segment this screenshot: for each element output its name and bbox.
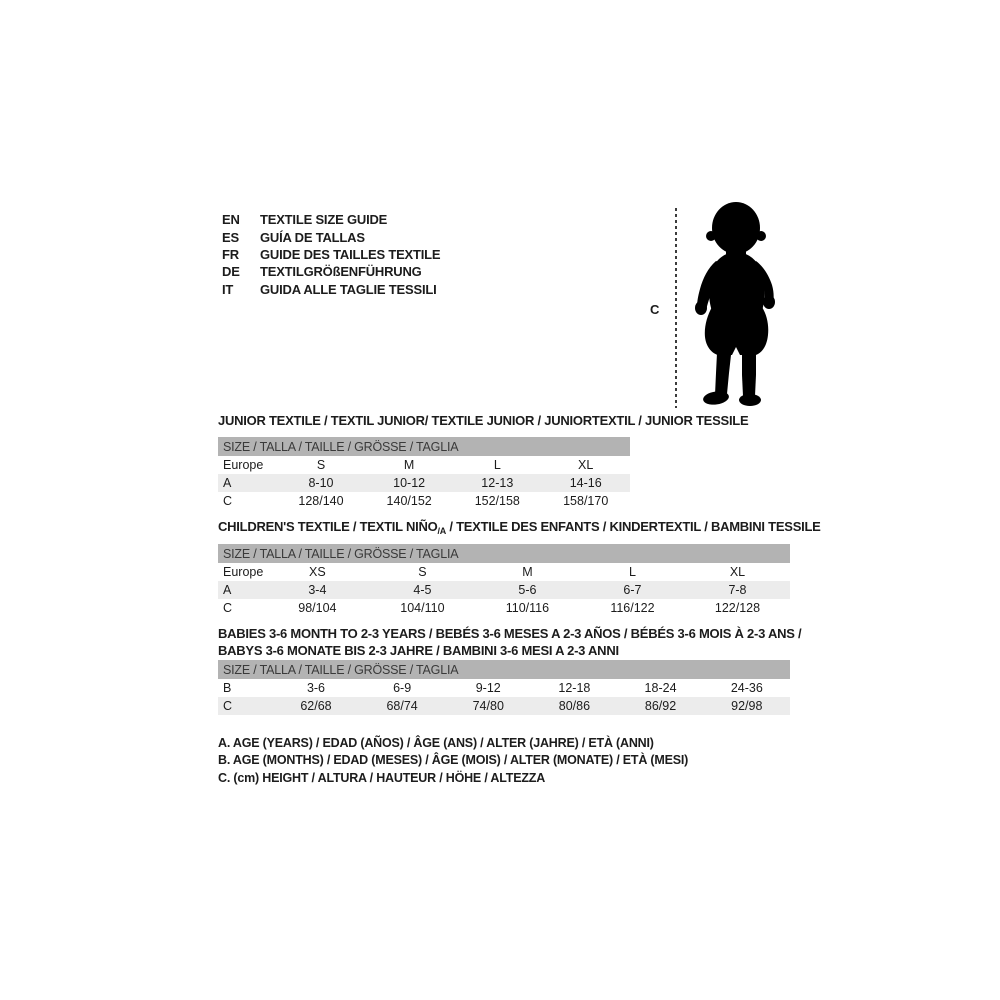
size-header-bar: SIZE / TALLA / TAILLE / GRÖSSE / TAGLIA	[218, 437, 630, 456]
language-title: GUIDE DES TAILLES TEXTILE	[260, 246, 441, 262]
size-cell: 92/98	[704, 697, 790, 715]
size-cell: 68/74	[359, 697, 445, 715]
size-cell: L	[493, 458, 501, 472]
language-row	[222, 281, 440, 298]
table-header-row	[218, 544, 790, 563]
legend-line-c: C. (cm) HEIGHT / ALTURA / HAUTEUR / HÖHE / ALTEZZA	[218, 770, 546, 785]
size-cell: 9-12	[475, 681, 501, 695]
size-cell: 5-6	[475, 581, 580, 599]
row-label: A	[218, 474, 277, 492]
size-cell: S	[418, 565, 427, 579]
size-cell: XL	[729, 565, 746, 579]
size-cell: 104/110	[400, 601, 445, 615]
table-header-row	[218, 437, 630, 456]
size-cell: 6-7	[580, 581, 685, 599]
table-row	[218, 599, 790, 617]
size-cell: M	[403, 458, 415, 472]
row-label: A	[218, 581, 265, 599]
size-cell: 152/158	[474, 494, 520, 508]
table-row	[218, 474, 630, 492]
title-text: JUNIOR TEXTILE / TEXTIL JUNIOR/ TEXTILE JUNIOR / JUNIORTEXTIL / JUNIOR TESSILE	[218, 413, 749, 428]
title-subscript: /A	[437, 526, 446, 536]
size-cell: 116/122	[610, 601, 655, 615]
size-cell: 7-8	[685, 581, 790, 599]
row-label: C	[218, 697, 273, 715]
size-cell: 14-16	[541, 474, 630, 492]
table-row	[218, 563, 790, 581]
size-cell: XL	[578, 458, 594, 472]
size-cell: 12-13	[453, 474, 541, 492]
size-cell: 110/116	[505, 601, 550, 615]
language-title: TEXTILE SIZE GUIDE	[260, 212, 388, 228]
title-text: CHILDREN'S TEXTILE / TEXTIL NIÑO	[218, 519, 438, 534]
size-cell: 12-18	[558, 681, 591, 695]
language-guide-block	[222, 211, 440, 298]
size-cell: 122/128	[714, 601, 761, 615]
legend-line-b: B. AGE (MONTHS) / EDAD (MESES) / ÂGE (MOIS) / ALTER (MONATE) / ETÀ (MESI)	[218, 753, 689, 768]
size-cell: 98/104	[298, 601, 337, 615]
language-row	[222, 246, 440, 263]
size-cell: M	[522, 565, 533, 579]
size-cell: 3-4	[265, 581, 370, 599]
babies-size-table	[218, 660, 790, 715]
size-cell: 18-24	[644, 681, 677, 695]
table-row	[218, 679, 790, 697]
language-code: EN	[222, 212, 240, 228]
row-label: B	[223, 681, 232, 695]
language-code: DE	[222, 264, 240, 280]
language-row	[222, 228, 440, 245]
language-title: GUIDA ALLE TAGLIE TESSILI	[260, 281, 437, 297]
toddler-silhouette-icon	[686, 201, 786, 408]
table-row	[218, 492, 630, 510]
table-row	[218, 456, 630, 474]
language-title: GUÍA DE TALLAS	[260, 229, 365, 245]
row-label: C	[223, 494, 233, 508]
language-code: IT	[222, 281, 234, 297]
legend-block	[218, 735, 688, 787]
size-cell: 10-12	[365, 474, 453, 492]
size-cell: 86/92	[617, 697, 703, 715]
language-row	[222, 263, 440, 280]
row-label: C	[223, 601, 233, 615]
size-cell: S	[316, 458, 326, 472]
size-cell: 6-9	[393, 681, 412, 695]
babies-table-title	[218, 625, 801, 659]
height-label: C	[650, 302, 660, 317]
size-cell: 140/152	[386, 494, 432, 508]
size-cell: 74/80	[445, 697, 531, 715]
size-cell: 128/140	[298, 494, 344, 508]
title-line-2: BABYS 3-6 MONATE BIS 2-3 JAHRE / BAMBINI 3-6 MESI A 2-3 ANNI	[218, 643, 619, 658]
row-label: Europe	[223, 458, 264, 472]
title-line-1: BABIES 3-6 MONTH TO 2-3 YEARS / BEBÉS 3-6 MESES A 2-3 AÑOS / BÉBÉS 3-6 MOIS À 2-3 ANS /	[218, 626, 802, 641]
language-title: TEXTILGRÖßENFÜHRUNG	[260, 264, 422, 280]
size-cell: 24-36	[730, 681, 763, 695]
junior-size-table	[218, 437, 630, 510]
size-cell: XS	[309, 565, 326, 579]
table-row	[218, 697, 790, 715]
language-code: ES	[222, 229, 239, 245]
size-cell: 4-5	[370, 581, 475, 599]
title-text: / TEXTILE DES ENFANTS / KINDERTEXTIL / BAMBINI TESSILE	[445, 519, 821, 534]
height-dashed-line	[675, 208, 677, 408]
size-cell: L	[628, 565, 636, 579]
size-cell: 158/170	[563, 494, 609, 508]
size-header-bar: SIZE / TALLA / TAILLE / GRÖSSE / TAGLIA	[218, 544, 790, 563]
language-row	[222, 211, 440, 228]
size-header-bar: SIZE / TALLA / TAILLE / GRÖSSE / TAGLIA	[218, 660, 790, 679]
junior-table-title	[218, 412, 748, 434]
row-label: Europe	[223, 565, 264, 579]
size-cell: 80/86	[531, 697, 617, 715]
table-row	[218, 581, 790, 599]
table-header-row	[218, 660, 790, 679]
children-size-table	[218, 544, 790, 617]
language-code: FR	[222, 246, 239, 262]
size-cell: 8-10	[277, 474, 365, 492]
children-table-title	[218, 518, 821, 540]
legend-line-a: A. AGE (YEARS) / EDAD (AÑOS) / ÂGE (ANS) / ALTER (JAHRE) / ETÀ (ANNI)	[218, 736, 654, 750]
size-cell: 62/68	[273, 697, 359, 715]
size-cell: 3-6	[306, 681, 326, 695]
